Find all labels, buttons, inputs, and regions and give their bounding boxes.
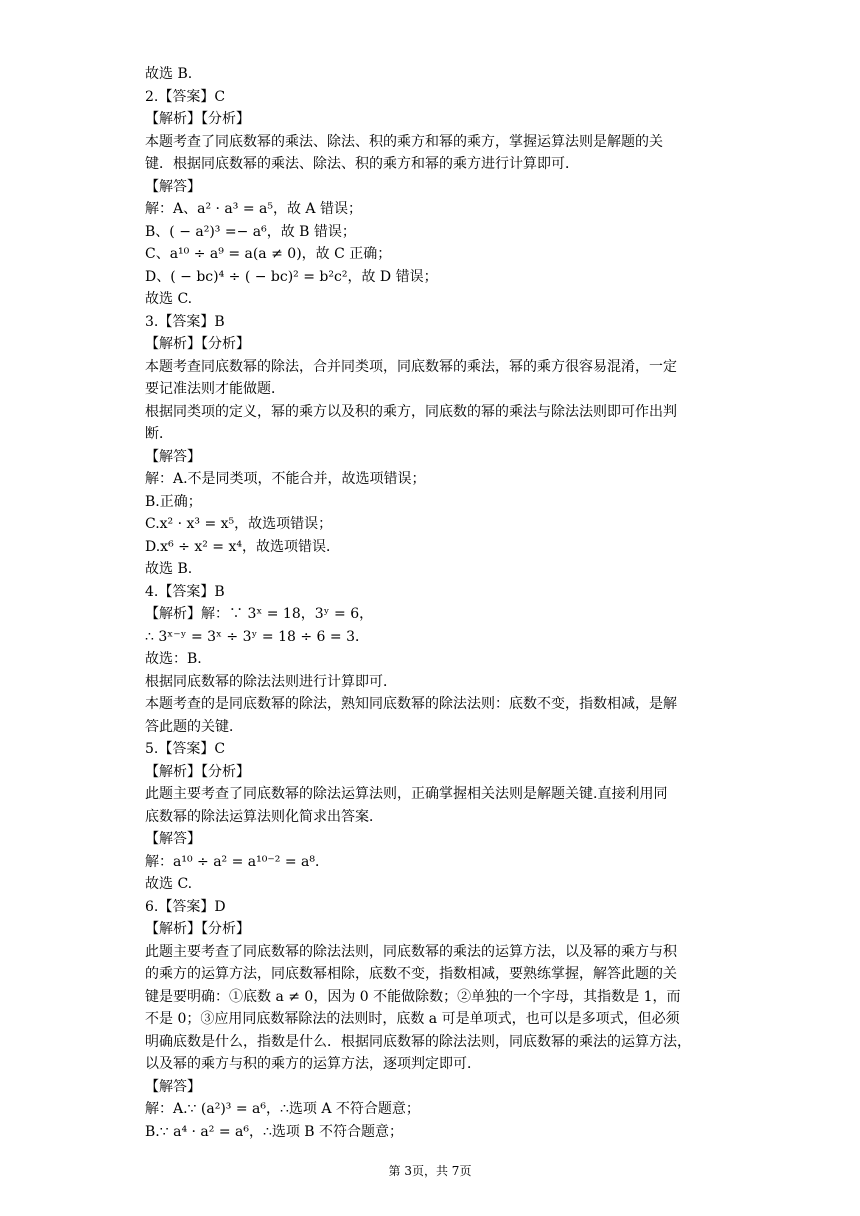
text-line: 解：A.不是同类项，不能合并，故选项错误； [145, 471, 426, 487]
section-label: 【解析】【分析】 [145, 336, 250, 352]
text-line: 不是 0；③应用同底数幂除法的法则时，底数 a 可是单项式，也可以是多项式，但必须 [145, 1011, 680, 1027]
text-line: 故选：B. [145, 651, 202, 667]
math-line: B.∵ a⁴ · a² = a⁶，∴选项 B 不符合题意； [145, 1123, 404, 1140]
text-line: 本题考查的是同底数幂的除法，熟知同底数幂的除法法则：底数不变，指数相减，是解 [145, 696, 677, 712]
text-line: 键．根据同底数幂的乘法、除法、积的乘方和幂的乘方进行计算即可． [145, 156, 579, 172]
text-line: 底数幂的除法运算法则化简求出答案． [145, 808, 383, 825]
text-line: 根据同底数幂的除法法则进行计算即可． [145, 673, 397, 690]
section-label: 【解析】【分析】 [145, 763, 250, 780]
math-line: C.x² · x³ = x⁵，故选项错误； [145, 516, 333, 532]
text-line: 的乘方的运算方法，同底数幂相除，底数不变，指数相减，要熟练掌握，解答此题的关 [145, 966, 677, 982]
text-line: 明确底数是什么，指数是什么．根据同底数幂的除法法则，同底数幂的乘法的运算方法， [145, 1033, 691, 1050]
text-line: 本题考查同底数幂的除法，合并同类项，同底数幂的乘法，幂的乘方很容易混淆，一定 [145, 358, 677, 375]
text-line: 以及幂的乘方与积的乘方的运算方法，逐项判定即可． [145, 1056, 481, 1072]
text-line: 故选 C. [145, 291, 193, 307]
text-line: B.正确； [145, 493, 202, 510]
text-line: 故选 B. [145, 66, 193, 82]
math-line: ∴ 3ˣ⁻ʸ = 3ˣ ÷ 3ʸ = 18 ÷ 6 = 3． [145, 628, 369, 645]
section-label: 【解答】 [145, 831, 201, 847]
text-line: 答此题的关键． [145, 718, 243, 735]
math-line: 解：a¹⁰ ÷ a² = a¹⁰⁻² = a⁸． [145, 853, 329, 870]
text-line: 此题主要考查了同底数幂的除法法则，同底数幂的乘法的运算方法，以及幂的乘方与积 [145, 943, 677, 960]
math-line: B、( − a²)³ =− a⁶，故 B 错误； [145, 223, 356, 240]
math-line: 解：A、a² · a³ = a⁵，故 A 错误； [145, 201, 362, 217]
text-line: 本题考查了同底数幂的乘法、除法、积的乘方和幂的乘方，掌握运算法则是解题的关 [145, 133, 663, 150]
section-label: 【解答】 [145, 448, 201, 465]
math-line: 解：A.∵ (a²)³ = a⁶，∴选项 A 不符合题意； [145, 1101, 420, 1117]
math-line: C、a¹⁰ ÷ a⁹ = a(a ≠ 0)，故 C 正确； [145, 246, 392, 262]
text-line: 根据同类项的定义，幂的乘方以及积的乘方，同底数的幂的乘法与除法法则即可作出判 [145, 403, 677, 420]
text-line: 此题主要考查了同底数幂的除法运算法则，正确掌握相关法则是解题关键.直接利用同 [145, 786, 668, 802]
section-label: 【解答】 [145, 178, 201, 195]
answer-heading: 5.【答案】C [145, 741, 226, 757]
answer-heading: 4.【答案】B [145, 583, 225, 600]
document-body [145, 63, 725, 1143]
text-line: 故选 C. [145, 876, 193, 892]
answer-heading: 2.【答案】C [145, 88, 226, 105]
math-line: D.x⁶ ÷ x² = x⁴，故选项错误． [145, 538, 340, 555]
section-label: 【解答】 [145, 1078, 201, 1095]
math-line: 【解析】解：∵ 3ˣ = 18，3ʸ = 6， [145, 606, 374, 622]
math-line: D、( − bc)⁴ ÷ ( − bc)² = b²c²，故 D 错误； [145, 268, 438, 285]
text-line: 故选 B. [145, 561, 193, 577]
section-label: 【解析】【分析】 [145, 111, 250, 127]
answer-heading: 3.【答案】B [145, 313, 225, 330]
answer-heading: 6.【答案】D [145, 898, 226, 915]
page-footer: 第 3页，共 7页 [388, 1164, 472, 1178]
text-line: 断． [145, 426, 173, 442]
text-line: 要记准法则才能做题． [145, 381, 285, 397]
text-line: 键是要明确：①底数 a ≠ 0，因为 0 不能做除数；②单独的一个字母，其指数是 1，而 [145, 988, 681, 1005]
section-label: 【解析】【分析】 [145, 921, 250, 937]
